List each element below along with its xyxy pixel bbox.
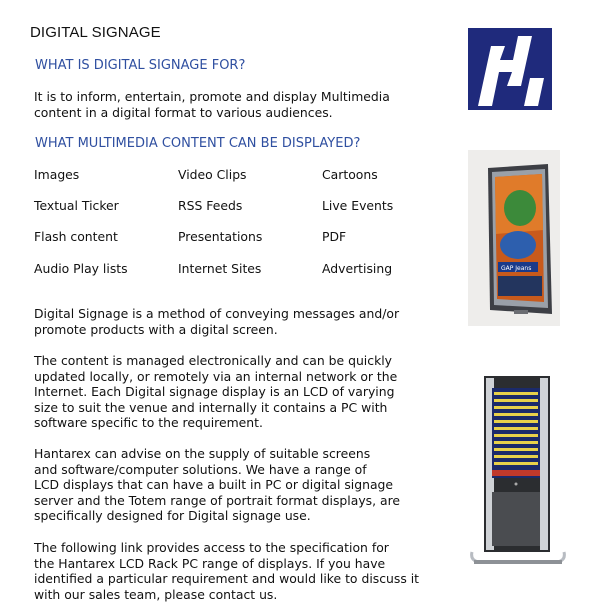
text-line: size to suit the venue and internally it contains a PC with — [34, 399, 388, 415]
text-line: the Hantarex LCD Rack PC range of displays. If you have — [34, 555, 386, 571]
text-line: content in a digital format to various audiences. — [34, 104, 333, 120]
text-line: updated locally, or remotely via an internal network or the — [34, 368, 398, 384]
hantarex-paragraph — [34, 446, 444, 524]
text-line: specifically designed for Digital signage use. — [34, 508, 311, 523]
content-type-item: Video Clips — [178, 167, 247, 182]
text-line: LCD displays that can have a built in PC or digital signage — [34, 477, 394, 492]
management-paragraph — [34, 353, 444, 431]
section-heading-content: WHAT MULTIMEDIA CONTENT CAN BE DISPLAYED? — [35, 136, 361, 151]
content-type-item: Cartoons — [322, 167, 378, 182]
text-line: The following link provides access to the specification for — [34, 540, 389, 555]
text-line: Digital Signage is a method of conveying messages and/or — [34, 306, 400, 321]
text-line: software specific to the requirement. — [34, 415, 263, 430]
wall-display-photo — [468, 150, 560, 326]
content-type-item: Presentations — [178, 229, 263, 244]
page-title: DIGITAL SIGNAGE — [30, 24, 161, 41]
content-type-item: Audio Play lists — [34, 261, 128, 276]
text-line: server and the Totem range of portrait format displays, are — [34, 492, 401, 508]
screen-brand-text: GAP Jeans — [501, 265, 532, 272]
content-type-item: RSS Feeds — [178, 198, 243, 213]
content-type-item: Internet Sites — [178, 261, 262, 276]
hantarex-logo — [468, 28, 552, 110]
text-line: identified a particular requirement and would like to discuss it — [34, 571, 420, 586]
purpose-paragraph — [34, 89, 444, 120]
content-type-item: Live Events — [322, 198, 394, 213]
text-line: and software/computer solutions. We have a range of — [34, 461, 367, 477]
content-type-item: Images — [34, 167, 80, 182]
text-line: Hantarex can advise on the supply of suitable screens — [34, 446, 371, 461]
content-type-item: PDF — [322, 229, 347, 244]
text-line: promote products with a digital screen. — [34, 321, 278, 337]
content-type-item: Textual Ticker — [34, 198, 119, 213]
text-line: It is to inform, entertain, promote and display Multimedia — [34, 89, 390, 104]
content-type-item: Flash content — [34, 229, 118, 244]
section-heading-purpose: WHAT IS DIGITAL SIGNAGE FOR? — [35, 58, 246, 73]
text-line: The content is managed electronically and can be quickly — [34, 353, 393, 368]
text-line: with our sales team, please contact us. — [34, 586, 278, 602]
content-type-item: Advertising — [322, 261, 393, 276]
contact-paragraph — [34, 540, 444, 602]
totem-display-photo — [468, 374, 568, 574]
hantarex-h-icon — [468, 28, 552, 110]
intro-paragraph — [34, 306, 444, 337]
text-line: Internet. Each Digital signage display is an LCD of varying — [34, 384, 395, 399]
